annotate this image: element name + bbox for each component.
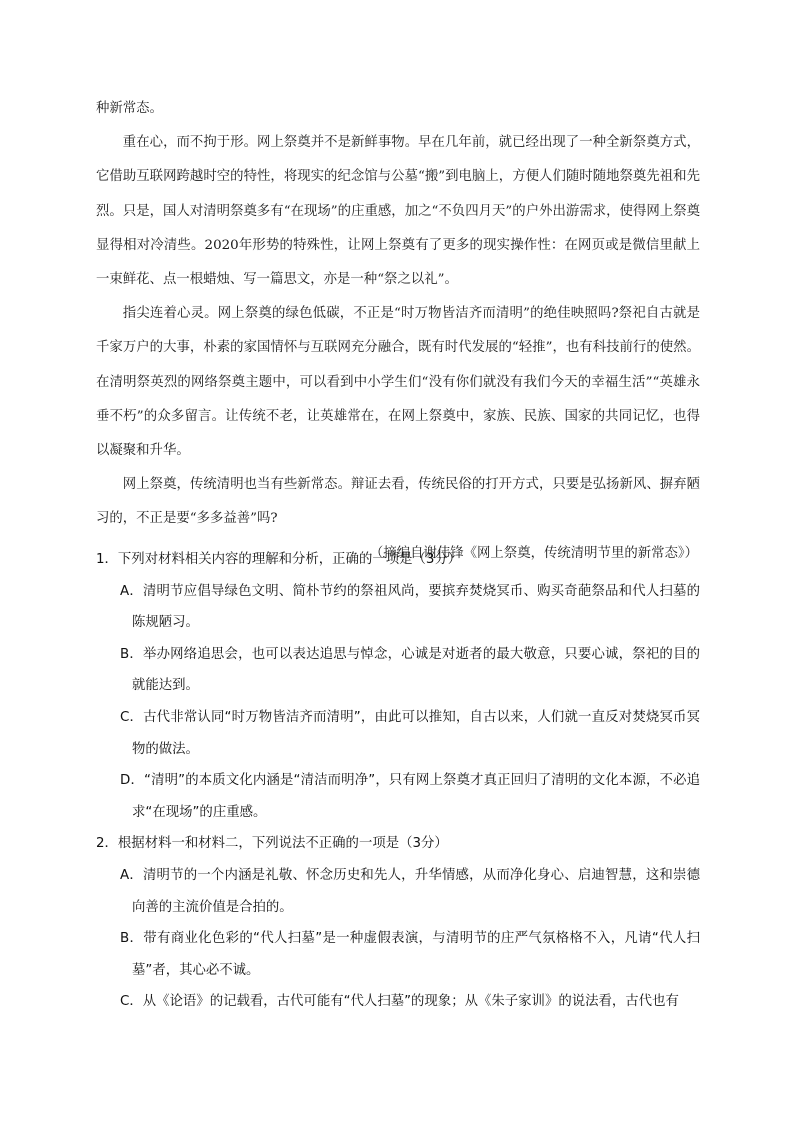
question-option-a: A．清明节的一个内涵是礼敬、怀念历史和先人，升华情感，从而净化身心、启迪智慧，这和崇德向善的主流价值是合拍的。 (120, 867, 700, 915)
passage-source: （摘编自谢伟锋《网上祭奠，传统清明节里的新常态》） (369, 545, 698, 561)
question-option-c: C．从《论语》的记载看，古代可能有“代人扫墓”的现象；从《朱子家训》的说法看，古代也有 (120, 994, 679, 1010)
question-option-a: A．清明节应倡导绿色文明、简朴节约的祭祖风尚，要摈弃焚烧冥币、购买奇葩祭品和代人扫墓的陈规陋习。 (120, 583, 700, 631)
question-option-b: B．举办网络追思会，也可以表达追思与悼念，心诚是对逝者的最大敬意，只要心诚，祭祀的目的就能达到。 (120, 646, 700, 694)
passage-paragraph: 网上祭奠，传统清明也当有些新常态。辩证去看，传统民俗的打开方式，只要是弘扬新风、摒弃陋习的，不正是要“多多益善”吗? (96, 477, 700, 527)
question-stem: 2．根据材料一和材料二，下列说法不正确的一项是（3分） (96, 836, 448, 852)
question-list (96, 544, 700, 1018)
question-2 (96, 828, 700, 1018)
question-1 (96, 544, 700, 828)
passage-paragraph: 重在心，而不拘于形。网上祭奠并不是新鲜事物。早在几年前，就已经出现了一种全新祭奠方式，它借助互联网跨越时空的特性，将现实的纪念馆与公墓“搬”到电脑上，方便人们随时随地祭奠先祖和先烈。只是，国人对清明祭奠多有“在现场”的庄重感，加之“不负四月天”的户外出游需求，使得网上祭奠显得相对冷清些。2020年形势的特殊性，让网上祭奠有了更多的现实操作性：在网页或是微信里献上一束鲜花、点一根蜡烛、写一篇思文，亦是一种“祭之以礼”。 (96, 135, 700, 288)
question-option-d: D．“清明”的本质文化内涵是“清洁而明净”，只有网上祭奠才真正回归了清明的文化本源，不必追求“在现场”的庄重感。 (120, 773, 700, 820)
question-option-b: B．带有商业化色彩的“代人扫墓”是一种虚假表演，与清明节的庄严气氛格格不入，凡请“代人扫墓”者，其心必不诚。 (120, 931, 700, 978)
reading-passage (96, 92, 700, 571)
passage-paragraph: 指尖连着心灵。网上祭奠的绿色低碳，不正是“时万物皆洁齐而清明”的绝佳映照吗?祭祀自古就是千家万户的大事，朴素的家国情怀与互联网充分融合，既有时代发展的“轻推”，也有科技前行的使然。在清明祭英烈的网络祭奠主题中，可以看到中小学生们“没有你们就没有我们今天的幸福生活”“英雄永垂不朽”的众多留言。让传统不老，让英雄常在，在网上祭奠中，家族、民族、国家的共同记忆，也得以凝聚和升华。 (96, 306, 700, 459)
question-stem: 1．下列对材料相关内容的理解和分析，正确的一项是（3分） (96, 552, 462, 567)
passage-paragraph: 种新常态。 (96, 101, 163, 116)
question-option-c: C．古代非常认同“时万物皆洁齐而清明”，由此可以推知，自古以来，人们就一直反对焚烧冥币冥物的做法。 (120, 709, 700, 757)
